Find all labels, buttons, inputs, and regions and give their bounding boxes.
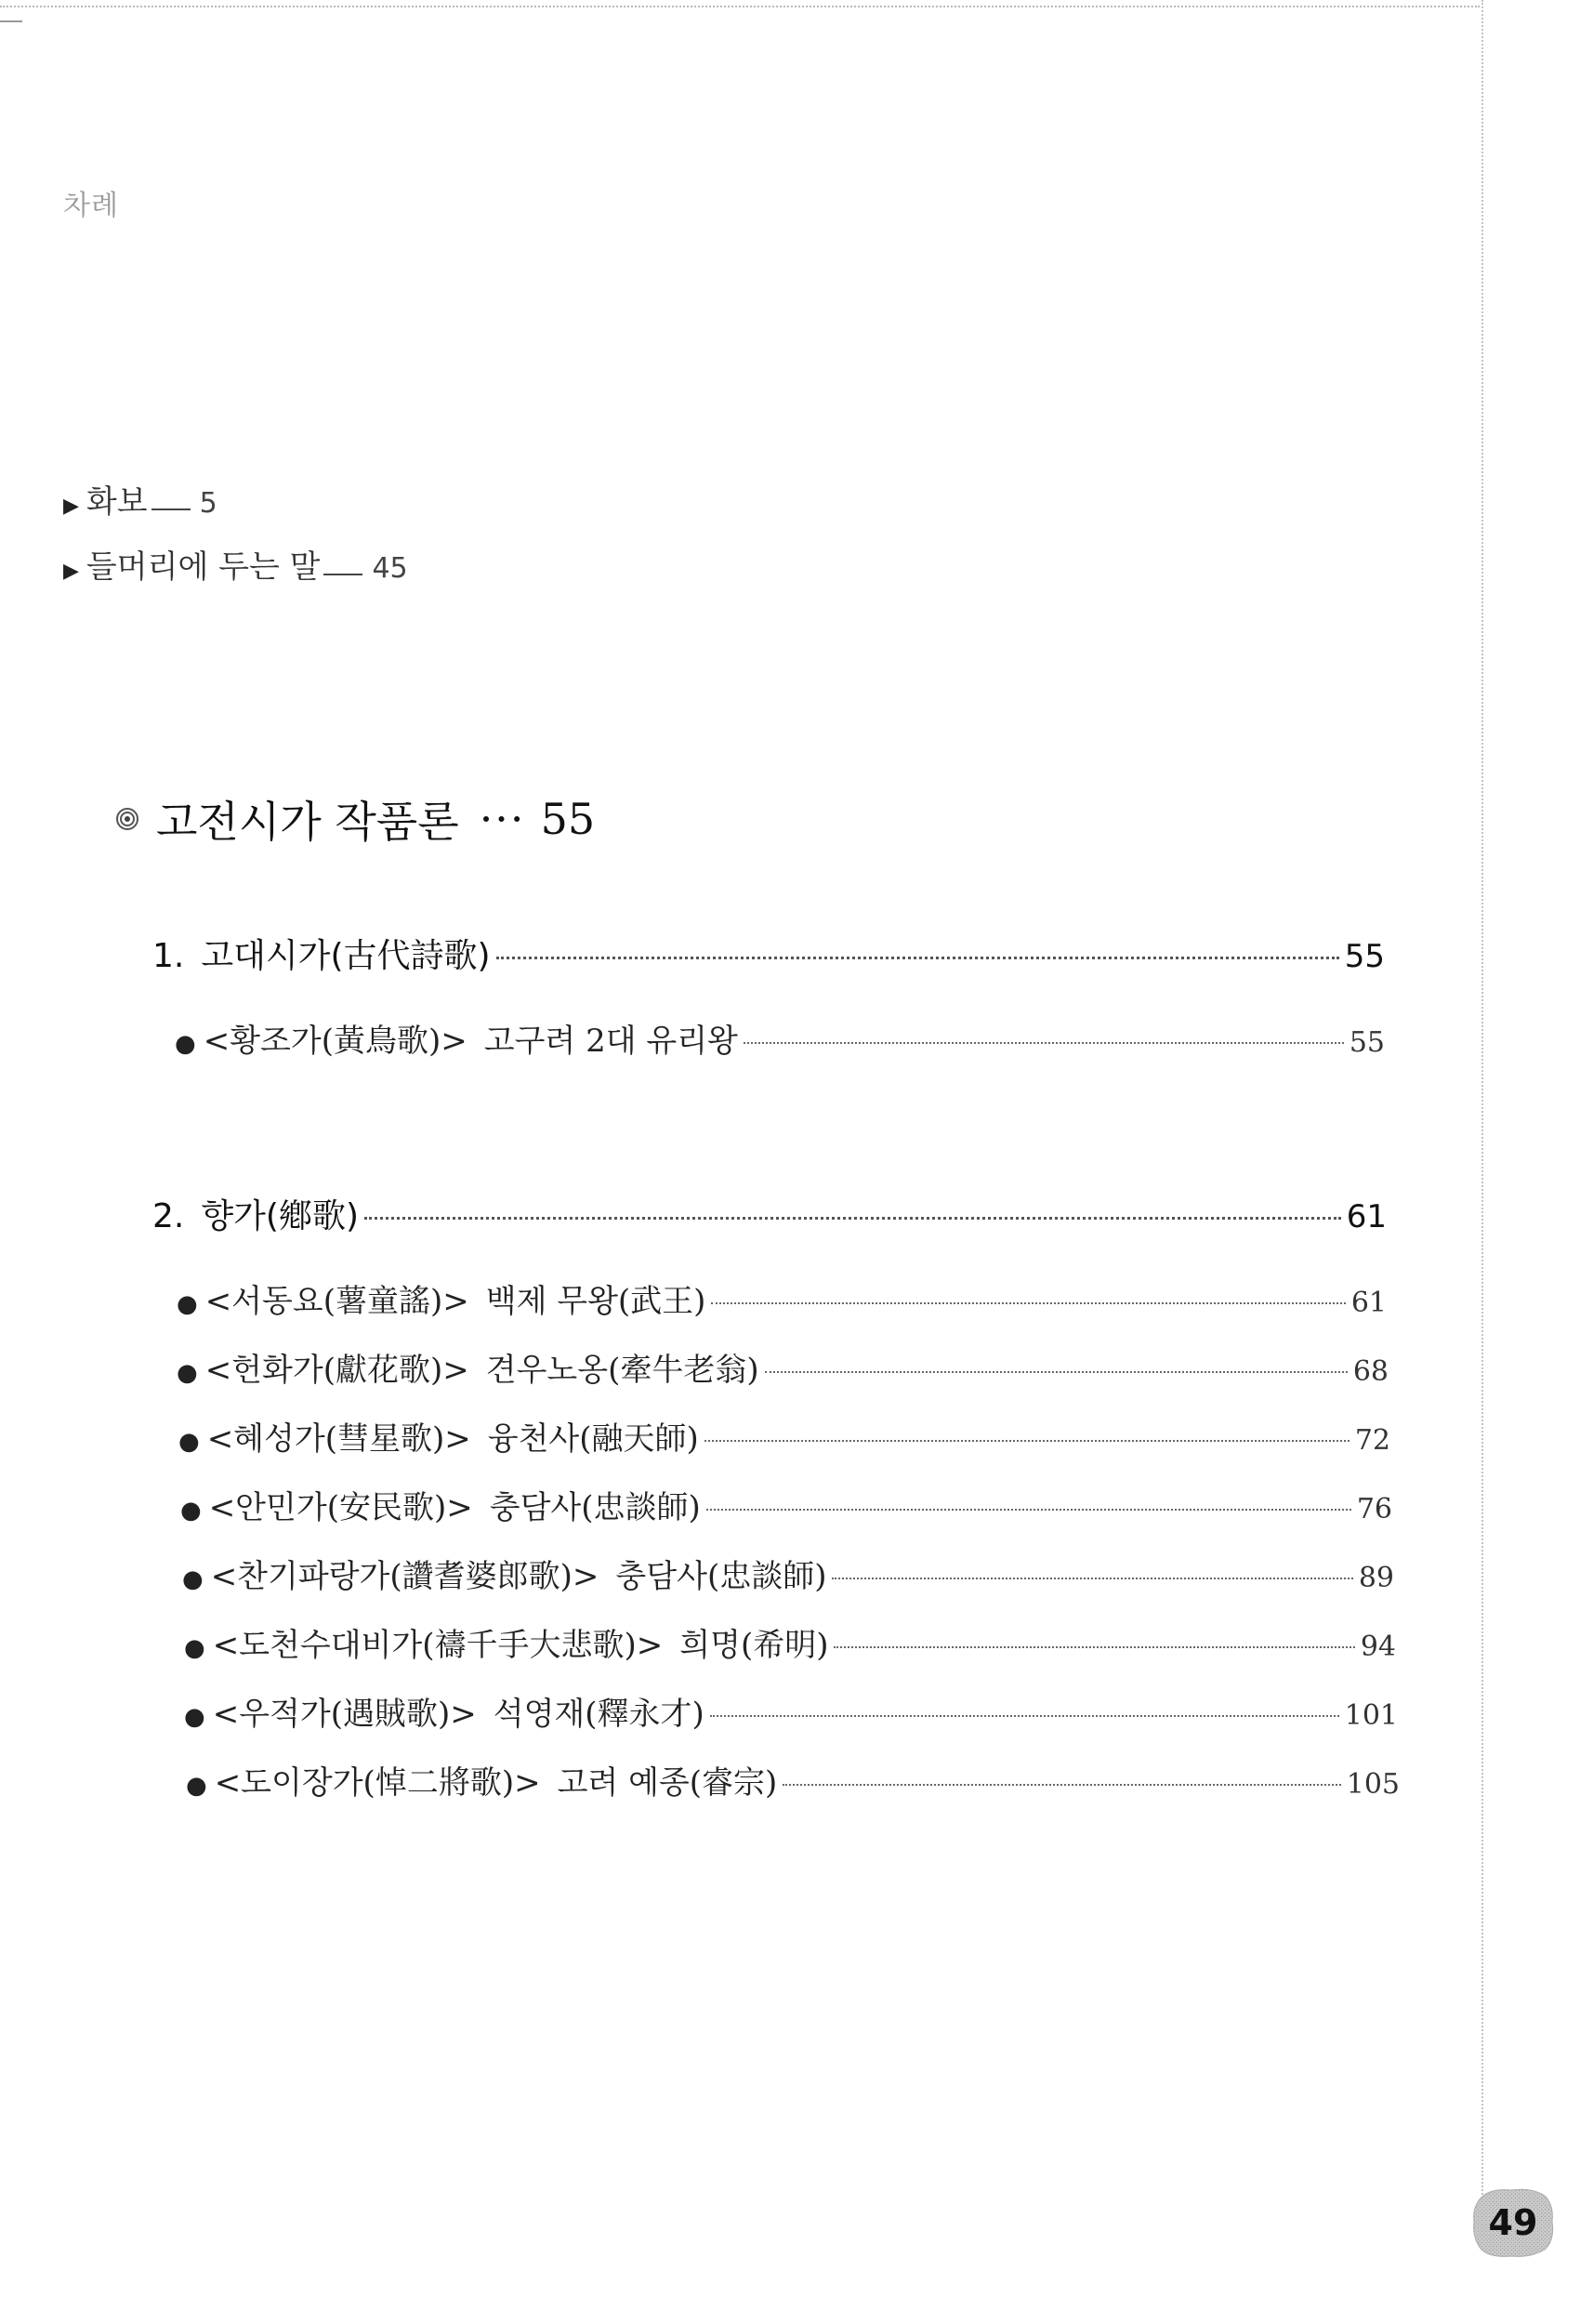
section-page: 55 bbox=[1344, 938, 1385, 975]
part-title: 고전시가 작품론 bbox=[156, 797, 459, 847]
entry-work: <찬기파랑가(讚耆婆郎歌)> bbox=[210, 1558, 599, 1595]
entry-page: 89 bbox=[1358, 1562, 1394, 1594]
entry-page: 105 bbox=[1346, 1768, 1400, 1801]
entry-work: <안민가(安民歌)> bbox=[208, 1489, 473, 1526]
front-item-label: 들머리에 두는 말 bbox=[86, 548, 321, 586]
entry-page: 101 bbox=[1344, 1699, 1398, 1732]
front-item-page: 45 bbox=[372, 552, 408, 585]
toc-entry[interactable] bbox=[177, 1275, 1387, 1321]
dot-leader bbox=[496, 957, 1339, 959]
entry-page: 94 bbox=[1360, 1631, 1396, 1663]
dot-bullet-icon: ● bbox=[180, 1497, 202, 1525]
entry-work: <서동요(薯童謠)> bbox=[204, 1283, 469, 1320]
toc-entry[interactable] bbox=[182, 1551, 1394, 1596]
toc-section-1[interactable] bbox=[152, 930, 1385, 977]
right-dotted-rule bbox=[1481, 0, 1483, 2250]
dot-bullet-icon: ● bbox=[175, 1030, 196, 1058]
front-item-preface[interactable] bbox=[63, 541, 408, 587]
part-heading[interactable] bbox=[115, 788, 595, 850]
toc-entry[interactable] bbox=[175, 1015, 1385, 1061]
front-item-label: 화보 bbox=[86, 483, 148, 521]
toc-entry[interactable] bbox=[178, 1413, 1390, 1459]
entry-author: 희명(希明) bbox=[679, 1627, 829, 1664]
dot-leader bbox=[711, 1302, 1345, 1304]
dot-bullet-icon: ● bbox=[177, 1290, 198, 1318]
toc-entry[interactable] bbox=[180, 1482, 1392, 1527]
entry-author: 백제 무왕(武王) bbox=[485, 1283, 706, 1320]
entry-author: 견우노옹(牽牛老翁) bbox=[485, 1352, 759, 1389]
entry-author: 충담사(忠談師) bbox=[615, 1558, 827, 1595]
entry-author: 고려 예종(睿宗) bbox=[557, 1764, 778, 1802]
entry-work: <우적가(遇賊歌)> bbox=[212, 1696, 477, 1733]
dot-bullet-icon: ● bbox=[178, 1428, 200, 1456]
target-bullet-icon bbox=[115, 807, 139, 831]
top-dotted-rule bbox=[0, 6, 1480, 7]
toc-entry[interactable] bbox=[184, 1688, 1398, 1734]
toc-entry[interactable] bbox=[184, 1619, 1396, 1665]
dot-bullet-icon: ● bbox=[182, 1565, 204, 1593]
entry-page: 72 bbox=[1354, 1424, 1390, 1457]
toc-section-2[interactable] bbox=[152, 1190, 1387, 1237]
top-corner-mark bbox=[0, 20, 22, 22]
entry-page: 68 bbox=[1352, 1355, 1389, 1388]
triangle-bullet-icon: ▶ bbox=[63, 560, 79, 583]
entry-work: <도천수대비가(禱千手大悲歌)> bbox=[212, 1627, 664, 1664]
entry-author: 고구려 2대 유리왕 bbox=[483, 1023, 738, 1060]
dot-leader bbox=[834, 1646, 1354, 1648]
entry-author: 석영재(釋永才) bbox=[493, 1696, 704, 1733]
section-number: 1. bbox=[152, 937, 185, 975]
dot-bullet-icon: ● bbox=[186, 1772, 207, 1800]
section-title: 고대시가(古代詩歌) bbox=[201, 937, 491, 975]
entry-work: <황조가(黃鳥歌)> bbox=[203, 1023, 467, 1060]
section-number: 2. bbox=[152, 1197, 185, 1235]
dot-leader bbox=[710, 1715, 1339, 1717]
dot-leader bbox=[364, 1217, 1341, 1220]
toc-entry[interactable] bbox=[177, 1344, 1389, 1390]
entry-work: <혜성가(彗星歌)> bbox=[206, 1420, 471, 1458]
page-number: 49 bbox=[1488, 2202, 1538, 2243]
underline-rule bbox=[151, 508, 191, 510]
section-title: 향가(鄕歌) bbox=[201, 1197, 360, 1235]
entry-work: <도이장가(悼二將歌)> bbox=[214, 1764, 541, 1802]
front-item-pictorial[interactable] bbox=[63, 476, 217, 522]
dot-bullet-icon: ● bbox=[184, 1634, 205, 1662]
underline-rule bbox=[323, 574, 362, 575]
entry-work: <헌화가(獻花歌)> bbox=[204, 1352, 469, 1389]
front-item-page: 5 bbox=[199, 487, 217, 520]
dot-bullet-icon: ● bbox=[184, 1703, 205, 1731]
dot-leader bbox=[765, 1371, 1348, 1373]
triangle-bullet-icon: ▶ bbox=[63, 495, 79, 518]
part-ellipsis: ··· bbox=[479, 794, 526, 844]
entry-page: 61 bbox=[1350, 1287, 1387, 1319]
section-page: 61 bbox=[1346, 1198, 1387, 1235]
page-number-badge bbox=[1470, 2186, 1556, 2259]
toc-entry[interactable] bbox=[186, 1757, 1400, 1802]
entry-author: 융천사(融天師) bbox=[487, 1420, 699, 1458]
dot-leader bbox=[832, 1578, 1352, 1579]
dot-bullet-icon: ● bbox=[177, 1359, 198, 1387]
dot-leader bbox=[706, 1509, 1351, 1511]
running-head: 차례 bbox=[63, 190, 119, 222]
entry-page: 55 bbox=[1349, 1026, 1385, 1059]
entry-page: 76 bbox=[1356, 1493, 1392, 1525]
dot-leader bbox=[744, 1042, 1344, 1044]
entry-author: 충담사(忠談師) bbox=[489, 1489, 701, 1526]
dot-leader bbox=[783, 1784, 1340, 1786]
part-page: 55 bbox=[540, 794, 596, 844]
dot-leader bbox=[704, 1440, 1350, 1442]
